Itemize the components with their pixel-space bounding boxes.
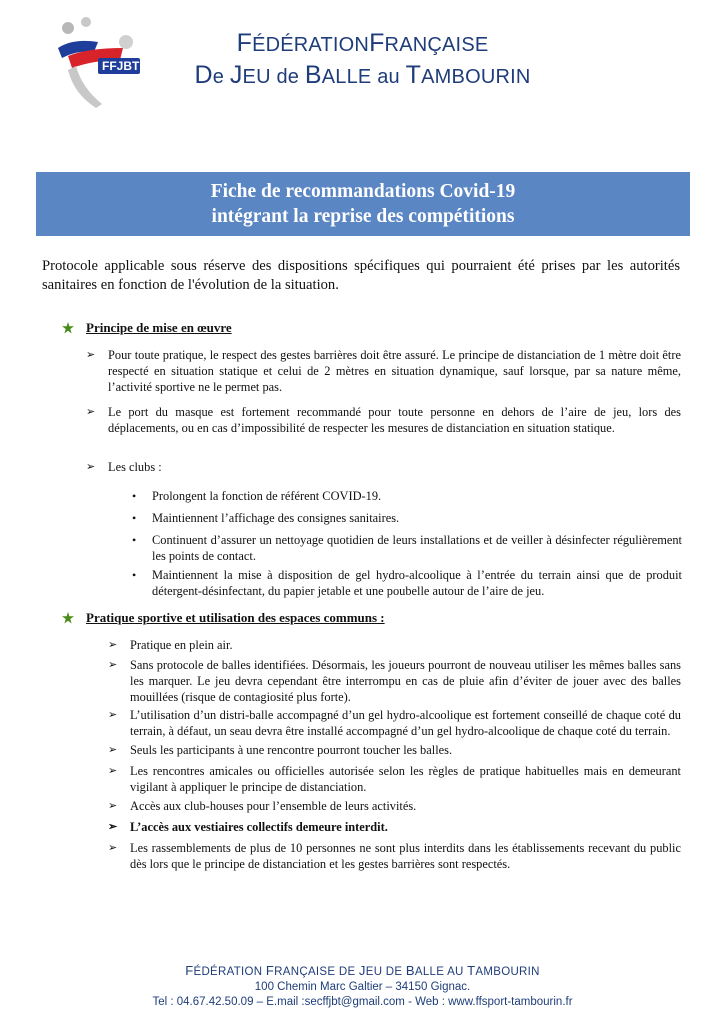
footer-contact: Tel : 04.67.42.50.09 – E.mail :secffjbt@gmail.com - Web : www.ffsport-tambourin.fr (152, 996, 573, 1008)
footer-address: 100 Chemin Marc Galtier – 34150 Gignac. (254, 981, 471, 993)
intro-paragraph: Protocole applicable sous réserve des dispositions spécifiques qui pourraient été prises par les autorités sanitaires en fonction de l'évolution de la situation. (42, 258, 680, 293)
section-heading-pratique: Pratique sportive et utilisation des espaces communs : (62, 610, 385, 626)
org-title-line2: De JEU de BALLE au TAMBOURIN (194, 61, 531, 89)
club-list-item: • Continuent d’assurer un nettoyage quotidien de leurs installations et de veiller à désinfecter régulièrement les points de contact. (132, 533, 682, 563)
dot-bullet-icon: • (132, 533, 137, 547)
arrow-bullet-icon: ➢ (86, 406, 96, 418)
list-item: ➢ Sans protocole de balles identifiées. Désormais, les joueurs pourront de nouveau utiliser les mêmes balles sans les marquer. Le jeu devra cependant être interrompu en cas de pluie afin d’éviter de jouer avec des balles mouillées (risque de contagiosité plus forte). (108, 658, 681, 704)
org-title-line1: FÉDÉRATIONFRANÇAISE (236, 29, 489, 57)
svg-text:FFJBT: FFJBT (102, 59, 140, 73)
list-item: ➢ Les rassemblements de plus de 10 personnes ne sont plus interdits dans les établissements recevant du public dès lors que le principe de distanciation et les gestes barrières sont respectés. (108, 841, 681, 871)
arrow-bullet-icon: ➢ (108, 709, 118, 721)
list-item: ➢ Seuls les participants à une rencontre pourront toucher les balles. (108, 743, 453, 757)
list-item: ➢ L’accès aux vestiaires collectifs demeure interdit. (108, 820, 388, 834)
list-item: ➢ Pour toute pratique, le respect des gestes barrières doit être assuré. Le principe de distanciation de 1 mètre doit être respecté en situation statique et celui de 2 mètres en situation dynamique, sauf lorsque, par sa nature même, l’activité sportive ne le permet pas. (86, 348, 681, 394)
green-star-bullet-icon (62, 612, 74, 624)
list-item: ➢ L’utilisation d’un distri-balle accompagné d’un gel hydro-alcoolique est fortement conseillé de chaque coté du terrain, à défaut, un seau devra être installé accompagné d’un gel hydro-alcoolique de chaque coté du terrain. (108, 708, 681, 738)
dot-bullet-icon: • (132, 568, 137, 582)
title-banner (36, 172, 690, 236)
arrow-bullet-icon: ➢ (108, 765, 118, 777)
arrow-bullet-icon: ➢ (86, 461, 96, 473)
arrow-bullet-icon: ➢ (108, 842, 118, 854)
dot-bullet-icon: • (132, 489, 137, 503)
club-list-item: • Prolongent la fonction de référent COVID-19. (132, 489, 382, 503)
arrow-bullet-icon: ➢ (108, 744, 118, 756)
banner-line1: Fiche de recommandations Covid-19 (210, 181, 516, 202)
list-item: ➢ Pratique en plein air. (108, 638, 233, 652)
arrow-bullet-icon: ➢ (108, 821, 118, 833)
ffjbt-logo (28, 8, 150, 130)
arrow-bullet-icon: ➢ (108, 800, 118, 812)
arrow-bullet-icon: ➢ (86, 349, 96, 361)
page-footer (60, 963, 665, 1010)
arrow-bullet-icon: ➢ (108, 639, 118, 651)
list-item: ➢ Les rencontres amicales ou officielles autorisée selon les règles de pratique habituelles mais en demeurant vigilant à appliquer le principe de distanciation. (108, 764, 681, 794)
club-list-item: • Maintiennent la mise à disposition de gel hydro-alcoolique à l’entrée du terrain ainsi que de produit détergent-désinfectant, du papier jetable et une poubelle autour de l’aire de jeu. (132, 568, 682, 598)
arrow-bullet-icon: ➢ (108, 659, 118, 671)
list-item: ➢ Accès aux club-houses pour l’ensemble de leurs activités. (108, 799, 417, 813)
dot-bullet-icon: • (132, 511, 137, 525)
organization-title (160, 28, 565, 92)
section-heading-principe: Principe de mise en œuvre (62, 320, 232, 336)
footer-org-name: FÉDÉRATION FRANÇAISE DE JEU DE BALLE AU TAMBOURIN (185, 963, 540, 978)
green-star-bullet-icon (62, 322, 74, 334)
list-item: ➢ Le port du masque est fortement recommandé pour toute personne en dehors de l’aire de jeu, lors des déplacements, ou en cas d’impossibilité de respecter les mesures de distanciation en situation statique. (86, 405, 681, 435)
list-item: ➢ Les clubs : (86, 460, 162, 474)
banner-line2: intégrant la reprise des compétitions (211, 206, 515, 227)
club-list-item: • Maintiennent l’affichage des consignes sanitaires. (132, 511, 400, 525)
